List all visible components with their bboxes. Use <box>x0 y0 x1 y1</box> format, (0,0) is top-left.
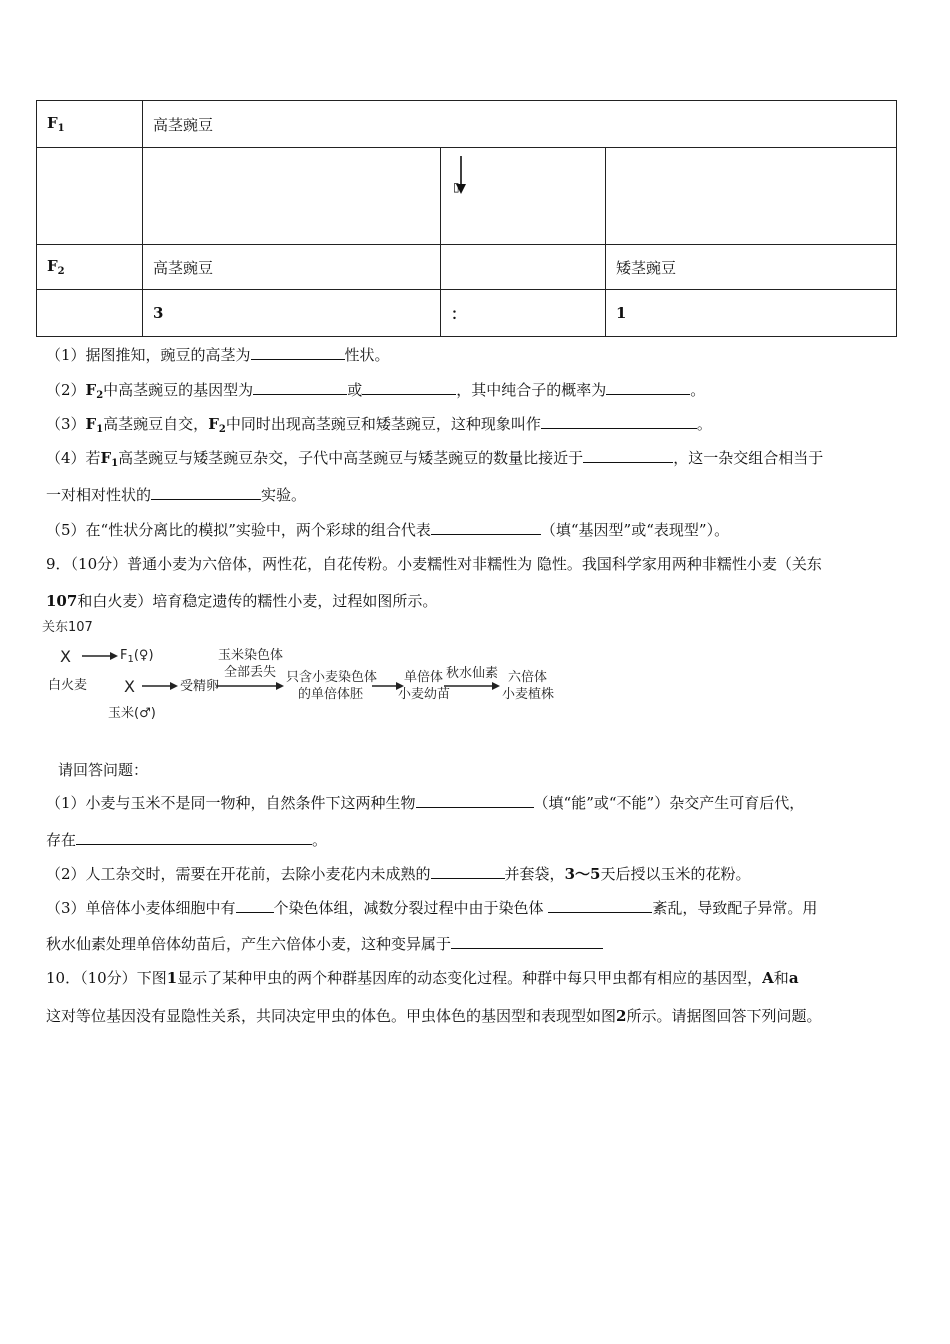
row-label-f1: $F_1$ <box>37 101 143 148</box>
parent-guandong: 关东107 <box>42 620 93 635</box>
answer-blank[interactable] <box>76 829 312 845</box>
hexaploid-plant-2: 小麦植株 <box>502 687 555 702</box>
answer-blank[interactable] <box>416 792 534 808</box>
q8-sub1: （1）据图推知，豌豆的高茎为 性状。 <box>46 346 390 364</box>
genetics-table <box>36 100 897 337</box>
empty-cell <box>37 148 143 245</box>
empty-cell <box>441 245 606 290</box>
q8-sub4-cont: 一对相对性状的 实验。 <box>46 486 307 504</box>
answer-blank[interactable] <box>251 344 345 360</box>
cross-symbol: X <box>124 677 135 696</box>
q9-sub2: （2）人工杂交时，需要在开花前，去除小麦花内未成熟的 并套袋，3～5天后授以玉米的花粉。 <box>46 865 751 883</box>
answer-blank[interactable] <box>431 519 541 535</box>
q9-sub1: （1）小麦与玉米不是同一物种，自然条件下这两种生物 （填“能”或“不能”）杂交产生可育后代， <box>46 794 805 812</box>
step-chromosome-loss: 玉米染色体 <box>218 648 284 663</box>
f2-tall-label: 高茎豌豆 <box>143 245 441 290</box>
hexaploid-plant: 六倍体 <box>508 670 548 685</box>
empty-cell <box>143 148 441 245</box>
answer-blank[interactable] <box>583 447 673 463</box>
q10-intro-cont: 这对等位基因没有显隐性关系，共同决定甲虫的体色。甲虫体色的基因型和表现型如图2所示。请据图回答下列问题。 <box>46 1007 822 1025</box>
q8-sub2: $(2)F_2$中高茎豌豆的基因型为 或 ，其中纯合子的概率为 。 <box>46 381 706 401</box>
answer-blank[interactable] <box>606 379 690 395</box>
step-chromosome-loss-2: 全部丢失 <box>224 665 277 680</box>
table-row <box>37 245 897 290</box>
answer-blank[interactable] <box>151 484 261 500</box>
haploid-embryo: 只含小麦染色体 <box>286 670 378 685</box>
breeding-diagram <box>42 618 562 728</box>
q8-sub4: （4）若$F_1$高茎豌豆与矮茎豌豆杂交，子代中高茎豌豆与矮茎豌豆的数量比接近于 ，这一杂交组合相当于 <box>46 449 824 469</box>
q9-prompt: 请回答问题： <box>58 761 149 779</box>
f2-short-label: 矮茎豌豆 <box>606 245 897 290</box>
answer-blank[interactable] <box>362 379 456 395</box>
empty-cell <box>606 148 897 245</box>
haploid-seedling: 单倍体 <box>404 670 444 685</box>
maize-male: 玉米(♂) <box>108 706 156 721</box>
table-row <box>37 148 897 245</box>
step-colchicine: 秋水仙素 <box>446 666 499 681</box>
answer-blank[interactable] <box>451 933 603 949</box>
question-number: 10．（10分） <box>46 969 137 987</box>
q10-intro: 10．（10分）下图1显示了某种甲虫的两个种群基因库的动态变化过程。种群中每只甲虫都有相应的基因型，A和a <box>46 969 799 987</box>
haploid-seedling-2: 小麦幼苗 <box>398 687 451 702</box>
empty-cell <box>37 290 143 337</box>
q9-intro-cont: 107和白火麦）培育稳定遗传的糯性小麦，过程如图所示。 <box>46 592 438 610</box>
f1-phenotype: 高茎豌豆 <box>143 101 897 148</box>
table-row <box>37 290 897 337</box>
selfing-arrow-cell <box>441 148 606 245</box>
down-arrow-icon <box>455 154 485 204</box>
answer-blank[interactable] <box>236 897 274 913</box>
haploid-embryo-2: 的单倍体胚 <box>298 687 364 702</box>
f1-female: $F_1(♀)$ <box>120 648 154 665</box>
ratio-short: 1 <box>606 290 897 337</box>
q9-intro: 9．（10分）普通小麦为六倍体，两性花，自花传粉。小麦糯性对非糯性为 隐性。我国科学家用两种非糯性小麦（关东 <box>46 555 822 573</box>
answer-blank[interactable] <box>548 897 652 913</box>
q8-sub3: $(3)F_1$高茎豌豆自交，$F_2$中同时出现高茎豌豆和矮茎豌豆，这种现象叫作 。 <box>46 415 712 435</box>
selfing-symbol: ▯ <box>453 180 460 194</box>
q9-sub3-cont: 秋水仙素处理单倍体幼苗后，产生六倍体小麦，这种变异属于 <box>46 933 603 954</box>
q8-sub5: （5）在“性状分离比的模拟”实验中，两个彩球的组合代表 （填“基因型”或“表现型”）。 <box>46 521 730 539</box>
answer-blank[interactable] <box>253 379 347 395</box>
q9-sub3: （3）单倍体小麦体细胞中有 个染色体组，减数分裂过程中由于染色体 紊乱，导致配子异常。用 <box>46 899 818 917</box>
zygote-label: 受精卵 <box>180 679 220 694</box>
row-label-f2: $F_2$ <box>37 245 143 290</box>
ratio-colon: ： <box>441 290 606 337</box>
cross-symbol: X <box>60 647 71 666</box>
parent-baihuomai: 白火麦 <box>48 678 88 693</box>
answer-blank[interactable] <box>431 863 505 879</box>
q9-sub1-cont: 存在 。 <box>46 831 328 849</box>
table-row <box>37 101 897 148</box>
answer-blank[interactable] <box>541 413 697 429</box>
ratio-tall: 3 <box>143 290 441 337</box>
question-number: 9．（10分） <box>46 555 128 573</box>
